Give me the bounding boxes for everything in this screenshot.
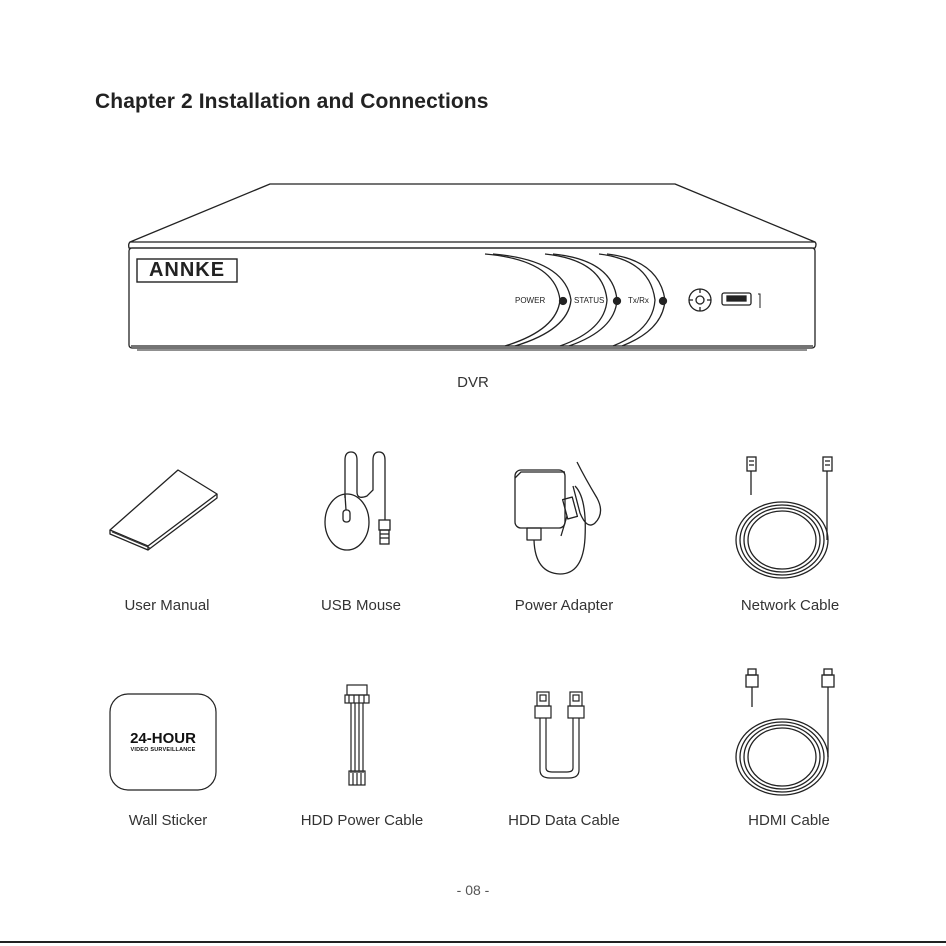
hdmi-cable-icon — [730, 667, 850, 802]
indicator-label-power: POWER — [515, 296, 546, 305]
sticker-title: 24-HOUR — [130, 730, 196, 747]
caption-hdmi-cable: HDMI Cable — [748, 812, 830, 829]
page-title: Chapter 2 Installation and Connections — [95, 90, 489, 113]
caption-network-cable: Network Cable — [740, 597, 840, 614]
caption-power-adapter: Power Adapter — [514, 597, 614, 614]
hdd-power-cable-icon — [340, 683, 380, 793]
indicator-label-txrx: Tx/Rx — [628, 296, 649, 305]
dvr-brand-logo: ANNKE — [148, 259, 226, 281]
caption-hdd-power-cable: HDD Power Cable — [300, 812, 424, 829]
sticker-subtitle: VIDEO SURVEILLANCE — [130, 747, 196, 753]
usb-mouse-icon — [315, 450, 405, 560]
dvr-illustration — [125, 180, 825, 365]
caption-wall-sticker: Wall Sticker — [128, 812, 208, 829]
dvr-caption: DVR — [457, 374, 489, 391]
hdd-data-cable-icon — [525, 690, 595, 785]
network-cable-icon — [730, 455, 850, 585]
page-number: - 08 - — [456, 882, 490, 898]
bottom-rule — [0, 941, 946, 943]
indicator-label-status: STATUS — [574, 296, 605, 305]
power-adapter-icon — [505, 458, 615, 583]
caption-usb-mouse: USB Mouse — [320, 597, 402, 614]
user-manual-icon — [100, 462, 230, 562]
caption-hdd-data-cable: HDD Data Cable — [508, 812, 620, 829]
caption-user-manual: User Manual — [124, 597, 210, 614]
